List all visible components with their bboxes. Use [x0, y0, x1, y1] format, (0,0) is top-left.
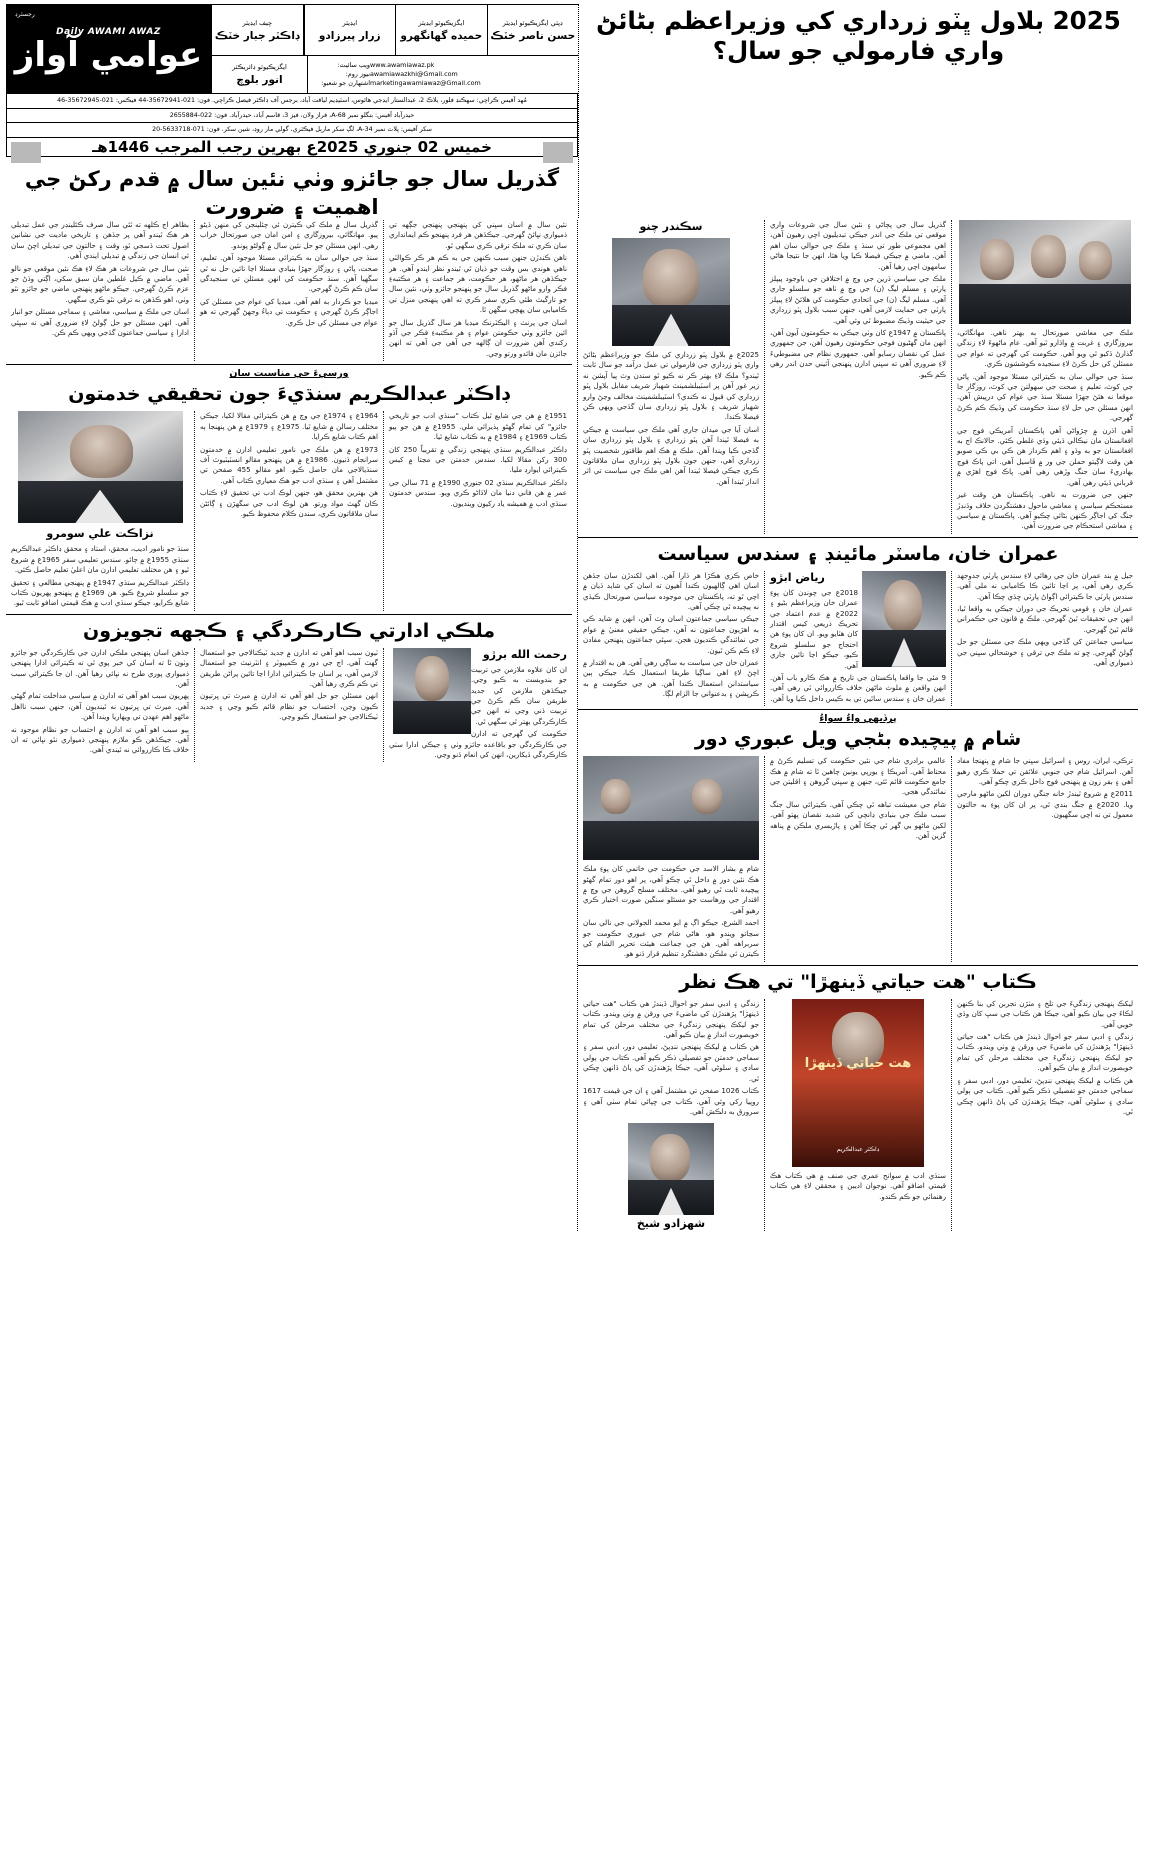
contact-label: اشتهارن جو شعبو:: [321, 79, 370, 87]
contact-row-newsroom: [312, 70, 574, 79]
imran-author-photo: [862, 571, 946, 667]
karim-headline[interactable]: ڊاڪٽر عبدالڪريم سنڌيءَ جون تحقيقي خدمتون: [68, 383, 510, 406]
syria-col1: شام ۾ بشار الاسد جي حڪومت جي خاتمي کان پوءِ ملڪ هڪ نئين دور ۾ داخل ٿي چڪو آهي، پر اهو دور تمام گهڻو پيچيده ثابت ٿي رهيو آهي. مختلف مسلح گروهن جي وچ ۾ اقتدار جي ورهاست جو مسئلو سنگين صورت اختيار ڪري رهيو آهي. احمد الشرع، جيڪو اڳ ۾ ابو محمد الجولاني جي نالي سان سڃاتو ويندو هو، هاڻي شام جي عبوري حڪومت جو سربراهه آهي. هن جي جماعت هيئت تحرير الشام کي ڪيترن ئي ملڪن دهشتگرد تنظيم قرار ڏنو هو.: [583, 864, 759, 959]
executive-director-name: انور بلوچ: [236, 74, 283, 86]
page-body: [6, 220, 1144, 1231]
editor-role: ايگزيڪيوٽو ايڊيٽر: [418, 18, 465, 27]
logo-english-name: Daily AWAMI AWAZ: [56, 26, 161, 37]
newspaper-logo[interactable]: [6, 4, 211, 94]
lead-headline[interactable]: 2025 بلاول ڀٽو زرداري کي وزيراعظم بڻائڻ واري فارمولي جو سال؟: [596, 6, 1121, 65]
editor-cell-chief: [211, 4, 304, 56]
center-divider: [572, 220, 578, 1231]
left-section: [578, 220, 1138, 1231]
editorial-col2: ٽيون سبب اهو آهي ته ادارن ۾ جديد ٽيڪنالاجي جو استعمال گهٽ آهي. اڄ جي دور ۾ ڪمپيوٽر ۽ انٽرنيٽ جو استعمال لازمي آهي، پر اسان جا ڪيترائي ادارا اڃا تائين پراڻن طريقن تي ڪم ڪري رهيا آهن. انهن مسئلن جو حل اهو آهي ته ادارن ۾ ميرٽ تي ڀرتيون ڪيون وڃن، احتساب جو نظام قائم ڪيو وڃي ۽ جديد ٽيڪنالاجي جو استعمال ڪيو وڃي.: [200, 647, 378, 722]
syria-headline[interactable]: شام ۾ پيچيده بڻجي ويل عبوري دور: [694, 728, 1022, 751]
newyear-headline[interactable]: گذريل سال جو جائزو وٺي نئين سال ۾ قدم رکڻ جي اهميت ۽ ضرورت: [24, 166, 560, 219]
address-karachi: مُهد آفيس ڪراچي: سهڪنڊ فلور، بلاڪ 2، عبدالستار ايڊجي هائوس، اسٽيڊيم لياقت آباد، برجس آف ڊاڪٽر فيصل ڪراچي. فون: 021-35672941-44 فيڪس: 021-35672945-46: [6, 94, 578, 109]
imran-col2: 2018ع جي چونڊن کان پوءِ عمران خان وزيراعظم بڻيو ۽ 2022ع ۾ عدم اعتماد جي تحريڪ ذريعي کيس اقتدار کان هٽايو ويو. ان کان پوءِ هن احتجاج جو سلسلو شروع ڪيو، جيڪو اڃا تائين جاري آهي. 9 مئي جا واقعا پاڪستان جي تاريخ ۾ هڪ ڪارو باب آهن. انهن واقعن ۾ ملوث ماڻهن خلاف ڪارروائي ٿي رهي آهي. عمران خان ۽ سندس ساٿين تي به ڪيس داخل ڪيا ويا آهن.: [770, 587, 946, 703]
editor-cell-editor: [304, 4, 396, 56]
book-cover-subtitle: ڊاڪٽر عبدالڪريم: [836, 1146, 880, 1154]
book-cover-title: هت حياتي ڏينهڙا: [804, 1055, 912, 1071]
divider-rule-2: [6, 614, 572, 615]
lead-group-photo: [959, 220, 1131, 324]
divider-rule-5: [578, 965, 1138, 966]
divider-rule: [6, 364, 572, 365]
contact-value[interactable]: www.awamiawaz.pk: [370, 61, 435, 69]
karim-col3: 1951ع ۾ هن جي شايع ٿيل ڪتاب "سنڌي ادب جو تاريخي جائزو" کي تمام گهڻو پذيرائي ملي. 1955ع ۾ هن جو ٻيو ڪتاب 1969ع ۽ 1984ع ۾ به ڪتاب شايع ٿيا. ڊاڪٽر عبدالڪريم سنڌي پنهنجي زندگي ۾ تقريباً 250 کان 300 رکن مقالا لکيا. سندس خدمتن جي مڃتا ۾ کيس ڪيترائي ايوارڊ مليا. ڊاڪٽر عبدالڪريم سنڌي 02 جنوري 1990ع ۾ 71 سالن جي عمر ۾ هن فاني دنيا مان لاڏاڻو ڪري ويو. سندس خدمتون سنڌي ادب ۾ هميشه ياد رکيون وينديون.: [389, 411, 567, 508]
newyear-headline-wrap: [6, 165, 578, 221]
karim-article: [6, 368, 572, 610]
syria-col2: عالمي برادري شام جي نئين حڪومت کي تسليم ڪرڻ ۾ محتاط آهي. آمريڪا ۽ يورپي يونين چاهين ٿا ته شام ۾ هڪ جامع حڪومت قائم ٿئي، جنهن ۾ سڀني گروهن ۽ اقليتن جي نمائندگي هجي. شام جي معيشت تباهه ٿي چڪي آهي. ڪيترائي سال جنگ سبب ملڪ جي بنيادي ڍانچي کي شديد نقصان پهتو آهي. لکين ماڻهو بي گهر ٿي چڪا آهن ۽ پاڙيسري ملڪن ۾ پناهه گزين آهن.: [770, 756, 946, 841]
editor-role: چيف ايڊيٽر: [242, 18, 273, 27]
imran-headline[interactable]: عمران خان، ماسٽر مائينڊ ۽ سندس سياست: [657, 542, 1059, 565]
contact-value[interactable]: marketingawamiawaz@Gmail.com: [370, 79, 481, 87]
book-body: [578, 999, 1138, 1231]
editor-role: ڊپٽي ايگزيڪيوٽو ايڊيٽر: [502, 18, 563, 27]
book-headline[interactable]: ڪتاب "هت حياتي ڏينهڙا" تي هڪ نظر: [679, 970, 1037, 993]
syria-news-photo: [583, 756, 759, 860]
karim-col1: سنڌ جو نامور اديب، محقق، استاد ۽ محقق ڊاڪٽر عبدالڪريم سنڌي 1955ع ۾ ڄائو. سندس تعليمي سفر 1965ع ۾ شروع ٿيو ۽ هن مختلف تعليمي ادارن مان اعليٰ تعليم حاصل ڪئي. ڊاڪٽر عبدالڪريم سنڌي 1947ع ۾ پنهنجي مطالعي ۽ تحقيق جو سلسلو شروع ڪيو. هن 1969ع ۾ پنهنجو پهريون ڪتاب شايع ڪرايو، جيڪو سنڌي ادب ۾ هڪ قيمتي اضافو ثابت ٿيو.: [11, 544, 190, 608]
date-bar-swatch-right: [543, 142, 573, 163]
contact-block: [307, 56, 578, 94]
book-col2: سنڌي ادب ۾ سوانح عمري جي صنف ۾ هي ڪتاب هڪ قيمتي اضافو آهي. نوجوان اديبن ۽ محققن لاءِ هي ڪتاب رهنمائي جو ڪم ڪندو.: [770, 1170, 946, 1201]
editorial-headline[interactable]: ملڪي ادارتي ڪارڪردگي ۽ ڪجهه تجويزون: [82, 619, 495, 642]
syria-col3: ترڪي، ايران، روس ۽ اسرائيل سڀني جا شام ۾ پنهنجا مفاد آهن. اسرائيل شام جي جنوبي علائقن تي حملا ڪري رهيو آهي ۽ بفر زون ۾ پنهنجي فوج داخل ڪري چڪو آهي. 2011ع ۾ شروع ٿيندڙ خانه جنگي دوران لکين ماڻهو مارجي ويا. 2020ع ۾ جنگ بندي ٿي، پر ان کان پوءِ به حالتون معمول تي نه اچي سگهيون.: [957, 756, 1134, 820]
publication-date: خميس 02 جنوري 2025ع بهرين رجب المرجب 1446هـ: [92, 137, 492, 156]
divider-rule-3: [578, 537, 1138, 538]
address-sukkur: سکر آفيس: پلاٽ نمبر 34-A، لڳ سکر مارٻل فيڪٽري، گولي مار روڊ، شين سکر. فون: 071-5633718-20: [6, 123, 578, 138]
editor-name: حسن ناصر خٽڪ: [490, 29, 576, 42]
imran-col3: جيل ۾ بند عمران خان جي رهائي لاءِ سندس پارٽي جدوجهد ڪري رهي آهي، پر اڃا تائين ڪا ڪاميابي نه ملي آهي. سندس پارٽي جا ڪيترائي اڳواڻ پارٽي ڇڏي چڪا آهن. عمران خان ۽ قومي تحريڪ جي دوران جيڪي به واقعا ٿيا، انهن جي تحقيقات ٿيڻ گهرجي. ملڪ ۾ قانون جي حڪمراني قائم ٿيڻ گهرجي. سياسي جماعتن کي گڏجي ويهي ملڪ جي مسئلن جو حل ڳولڻ گهرجي. ڇو ته ملڪ جي ترقي ۽ خوشحالي سڀني جي ذميواري آهي.: [957, 570, 1133, 667]
imran-col1: خاص ڪري هڪڙا هر ڌارا آهن. اهي لکندڙن سان جڏهن اسان اهي ڳالهيون ڪندا آهيون ته اسان کي شايد ڌيان ۾ اچي ٿو ته، پاڪستان جي موجوده سياسي صورتحال ڪيڏي نه پيچيده ٿي چڪي آهي. جيڪي سياسي جماعتون اسان وٽ آهن، انهن ۾ شايد ڪي به اهڙيون جماعتون نه آهن، جيڪي حقيقي معنيٰ ۾ عوام جي نمائندگي ڪنديون هجن. سڀئي جماعتون پنهنجن مفادن لاءِ ڪم ڪن ٿيون. عمران خان جي سياست به ساڳي رهي آهي. هن به اقتدار ۾ اچڻ لاءِ اهي ساڳيا طريقا استعمال ڪيا، جيڪي ٻين سياستدانن استعمال ڪندا آهن. هن جي حڪومت ۾ به ڪرپشن ۽ بدعنواني جا الزام لڳا.: [583, 570, 759, 699]
editorial-article: [6, 618, 572, 763]
lead-article-body: [578, 220, 1138, 534]
contact-value[interactable]: awamiawazkhi@Gmail.com: [370, 70, 458, 78]
right-section: [6, 220, 572, 1231]
book-cover-image: [792, 999, 924, 1167]
karim-portrait-photo: [18, 411, 183, 523]
editor-name: زرار پيرزادو: [318, 29, 381, 42]
editorial-author: رحمت الله برڙو: [482, 647, 567, 661]
newyear-col1: بظاهر اڄ ڪلهه ته ٿئي سال صرف ڪئلينڊر جي عمل تبديلي هر هڪ ٿيندو آهي پر جڏهن ۽ تاريخي ماديت جي نشانين اصول تحت ڏسجي ٿو، وقت ۽ حالتون جي تبديلي اچڻ سان ئي انسان جي زندگي ۾ تبديلي ايندي آهي. نئين سال جي شروعات هر هڪ لاءِ هڪ نئين موقعي جو نالو آهي. ماضي ۾ ڪيل غلطين مان سبق سکي، اڳتي وڌڻ جو عزم ڪرڻ گهرجي. جيڪو ماڻهو پنهنجي ماضي جو جائزو نٿو وٺي، اهو ڪڏهن به ترقي نٿو ڪري سگهي. اسان جي ملڪ ۾ سياسي، معاشي ۽ سماجي مسئلن جو انبار آهي. انهن مسئلن جو حل ڳولڻ لاءِ ضروري آهي ته سڀئي ادارا ۽ سياسي جماعتون گڏجي ويهي ڪم ڪن.: [11, 220, 189, 338]
page-header: [6, 4, 1144, 218]
imran-article: [578, 541, 1138, 706]
editor-cell-deputy: [487, 4, 579, 56]
logo-sindhi-name: عوامي آواز: [14, 34, 203, 75]
executive-director-role: ايگزيڪيوٽو ڊائريڪٽر: [232, 63, 287, 71]
book-col3: ليکڪ پنهنجي زندگيءَ جي تلخ ۽ مٺڙن تجربن کي بنا ڪنهن لڪاءَ جي بيان ڪيو آهي، جيڪا هن ڪتاب جي سڀ کان وڏي خوبي آهي. زندگي ۽ ادبي سفر جو احوال ڏيندڙ هي ڪتاب "هت حياتي ڏينهڙا" پڙهندڙن کي ماضيءَ جي ورقن ۾ وٺي ويندو. ڪتاب جو ليکڪ پنهنجي زندگيءَ جي مختلف مرحلن کي تمام خوبصورت انداز ۾ بيان ڪيو آهي. هن ڪتاب ۾ ليکڪ پنهنجي ننڍپڻ، تعليمي دور، ادبي سفر ۽ سماجي خدمتن جو تفصيلي ذڪر ڪيو آهي. ڪتاب جي ٻولي سادي ۽ سلوڻي آهي، جيڪا پڙهندڙن کي پاڻ ڏانهن ڇڪي ٿي.: [957, 998, 1133, 1116]
logo-registered-mark: رجسٽرڊ: [15, 11, 35, 18]
syria-article: [578, 713, 1138, 962]
contact-row-website: [312, 61, 574, 70]
date-bar-swatch-left: [11, 142, 41, 163]
karim-author: نزاڪت علي سومرو: [46, 527, 154, 541]
address-hyderabad: حيدرآباد آفيس: بنگلو نمبر 68-A، فراز ولان، فيز 3، قاسم آباد، حيدرآباد. فون: 022-2655884: [6, 109, 578, 124]
lead-author: سڪندر چنو: [639, 220, 703, 233]
imran-author: رياض ابڙو: [770, 570, 825, 584]
newyear-col2: گذريل سال ۾ ملڪ کي ڪيترن ئي چئلينجن کي منهن ڏيڻو پيو. مهانگائي، بيروزگاري ۽ امن امان جي صورتحال خراب رهي. انهن مسئلن جو حل نئين سال ۾ ڳولڻو پوندو. سنڌ جي حوالي سان به ڪيترائي مسئلا موجود آهن. تعليم، صحت، پاڻي ۽ روزگار جهڙا بنيادي مسئلا اڃا تائين حل نه ٿي سگهيا آهن. سنڌ حڪومت کي انهن مسئلن تي سنجيدگي سان ڪم ڪرڻ گهرجي. ميڊيا جو ڪردار به اهم آهي. ميڊيا کي عوام جي مسئلن کي اجاڳر ڪرڻ گهرجي ۽ حڪومت تي دٻاءُ وجهڻ گهرجي ته هو عوام جي مسئلن کي حل ڪري.: [200, 220, 378, 327]
editorial-author-photo: [393, 648, 471, 734]
syria-body: [578, 756, 1138, 962]
book-author: شهزادو شيخ: [636, 1217, 706, 1231]
karim-col2: 1964ع ۽ 1974ع جي وچ ۾ هن ڪيترائي مقالا لکيا، جيڪي مختلف رسالن ۾ شايع ٿيا. 1975ع ۽ 1979ع ۾ هن پنهنجا ٻه اهم ڪتاب شايع ڪرايا. 1973ع ۾ هن ملڪ جي نامور تعليمي ادارن ۾ خدمتون سرانجام ڏنيون. 1986ع ۾ هن پنهنجو مقالو انسٽيٽيوٽ آف سنڌيالاجي مان حاصل ڪيو. اهو مقالو 455 صفحن تي مشتمل آهي ۽ سنڌي ادب جو هڪ معياري ڪتاب آهي. هن بهترين محقق هو، جنهن لوڪ ادب تي تحقيق لاءِ ڪتاب ڪان گهٽ مواد ورتو. هن لوڪ ادب جي سگهڙن ۽ ڳائڻن سان ملاقاتون ڪري، سندن ڪلام محفوظ ڪيو.: [200, 411, 379, 518]
editor-name: ڊاڪٽر جبار خٽڪ: [214, 29, 300, 42]
lead-portrait-photo: [612, 238, 730, 346]
editorial-body: [6, 648, 572, 763]
karim-body: [6, 411, 572, 610]
book-author-photo: [628, 1123, 714, 1215]
editorial-col1: جڏهن اسان پنهنجي ملڪي ادارن جي ڪارڪردگي جو جائزو وٺون ٿا ته اسان کي خبر پوي ٿي ته ڪيترائي ادارا پنهنجي ذميواري پوري طرح نه نڀائي رهيا آهن. ان جا ڪيترائي سبب آهن. پهريون سبب اهو آهي ته ادارن ۾ سياسي مداخلت تمام گهڻي آهي. ميرٽ تي ڀرتيون نه ٿينديون آهن، جنهن سبب نااهل ماڻهو اهم عهدن تي ويهاريا ويندا آهن. ٻيو سبب اهو آهي ته ادارن ۾ احتساب جو نظام موجود نه آهي. جيڪڏهن ڪو ملازم پنهنجي ذميواري نٿو نڀائي ته ان خلاف ڪا ڪارروائي نه ٿيندي آهي.: [11, 647, 189, 755]
lead-headline-column: [578, 4, 1144, 218]
newyear-article-body: [6, 220, 572, 361]
newyear-col3: نئين سال ۾ اسان سڀني کي پنهنجي پنهنجي جڳهه تي ذميواري نڀائڻ گهرجي. جيڪڏهن هر فرد پنهنجو ڪم ايمانداري سان ڪري ته ملڪ ترقي ڪري سگهي ٿو. ناهن ڪندڙن جنهن سبب ڪنهن جي به ڪم هر ڪر ڪوالٽي ناهي هوندي بس وقت جو ذيان ٿي ٿيندو نظر ايندو آهي. هر جيڪڏهن هر ماڻهو، هر حڪومت، هر جماعت ۽ هر مڪتبهءِ فڪر وارو ماڻهو گذريل سال جو پنهنجو جائزو وٺي، نئين سال جو تارگيٽ طئي ڪري سفر ڪري ته اهي پنهنجي منزل تي ڪاميابي سان پهچي سگهن ٿا. اسان جي پرنٽ ۽ اليڪٽرنڪ ميڊيا هر سال گذريل سال جو ائين جائزو وٺي حڪومتن عوام ۽ هر مڪتبهءِ فڪر جي آڏو رکندي آهن ضرورت ان ڳالهه جي آهي جي آهي ته انهن جائزن مان فائدو ورتو وڃي.: [389, 220, 567, 358]
editor-cell-executive: [395, 4, 487, 56]
syria-kicker: پرڏيهي واءُ سواءُ: [819, 713, 897, 725]
imran-body: [578, 571, 1138, 706]
masthead: [6, 4, 578, 218]
editorial-col3: ان کان علاوه ملازمن جي تربيت جو بندوبست به ڪيو وڃي. جيڪڏهن ملازمن کي جديد طريقن سان ڪم ڪرڻ جي تربيت ڏني وڃي ته انهن جي ڪارڪردگي بهتر ٿي سگهي ٿي. حڪومت کي گهرجي ته ادارن جي ڪارڪردگي جو باقاعده جائزو وٺي ۽ جيڪي ادارا سٺي ڪارڪردگي ڏيکارين، انهن کي انعام ڏنو وڃي.: [389, 664, 567, 759]
editor-name: حميده گهانگهرو: [400, 29, 483, 42]
contact-label: نيوز روم:: [345, 70, 370, 78]
executive-director-cell: [211, 56, 307, 94]
book-col1: زندگي ۽ ادبي سفر جو احوال ڏيندڙ هي ڪتاب "هت حياتي ڏينهڙا" پڙهندڙن کي ماضيءَ جي ورقن ۾ وٺي ويندو. ڪتاب جو ليکڪ پنهنجي زندگيءَ جي مختلف مرحلن کي تمام خوبصورت انداز ۾ بيان ڪيو آهي. هن ڪتاب ۾ ليکڪ پنهنجي ننڍپڻ، تعليمي دور، ادبي سفر ۽ سماجي خدمتن جو تفصيلي ذڪر ڪيو آهي. ڪتاب جي ٻولي سادي ۽ سلوڻي آهي، جيڪا پڙهندڙن کي پاڻ ڏانهن ڇڪي ٿي. ڪتاب 1026 صفحن تي مشتمل آهي ۽ ان جي قيمت 1617 روپيا رکي وئي آهي. ڪتاب جي ڇپائي تمام سٺي آهي ۽ سرورق به دلڪش آهي.: [583, 998, 759, 1116]
karim-kicker: ورسيءَ جي مناسبت سان: [229, 368, 349, 380]
editor-role: ايڊيٽر: [342, 18, 358, 27]
date-bar: [6, 138, 578, 157]
book-article: [578, 969, 1138, 1231]
lead-col3: ملڪ جي معاشي صورتحال به بهتر ناهي. مهانگائي، بيروزگاري ۽ غربت ۾ واڌارو ٿيو آهي. عام ماڻهوءَ لاءِ زندگي گذارڻ ڏکيو ٿي ويو آهي. حڪومت کي گهرجي ته عوام جي مسئلن کي حل ڪرڻ لاءِ سنجيده ڪوششون ڪري. سنڌ جي حوالي سان به ڪيترائي مسئلا موجود آهن. پاڻي جي کوٽ، تعليم ۽ صحت جي سهولتن جي کوٽ، روزگار جا موقعا نه هئڻ جهڙا مسئلا سنڌ جي عوام کي درپيش آهن. انهن مسئلن جي حل لاءِ سنڌ حڪومت کي وڌيڪ ڪم ڪرڻ گهرجي. آهي اڌرن ۾ چڙواڻي آهي پاڪستان آمريڪي فوج جي افغانستان مان نيڪالي ڏيئي وڏي غلطي ڪئي. حالانڪ اڄ به افغانستان جو به وڏو ۽ اهم ڪردار هن ڪي بي ڪي صوبو هن وقت لاڳيتو حملن جي ور ۾ ڦاسيل آهي. اتي پاڪ فوج بهادريءَ سان جنگ وڙهي رهي آهي. پاڪ فوج اهڙي ۾ قرباني ڏيئي رهي آهي. جنهن جي ضرورت به ناهي. پاڪستان هن وقت غير مستحڪم سياسي ۽ معاشي ماحول دهشتگردن خلاف وڏنڊڙ جنگ کي اجاڳر ڪنهن بڻائي چڪيو آهي. پاڪستان ۾ سياسي ۽ معاشي استحڪام جي ضرورت آهي.: [957, 328, 1133, 531]
divider-rule-4: [578, 709, 1138, 710]
contact-row-marketing: [312, 79, 574, 88]
lead-col1: 2025ع ۾ بلاول ڀٽو زرداري کي ملڪ جو وزيراعظم بڻائڻ واري پٽو زرداري جي فارمولي تي عمل درآمد جو سال ثابت ٿيندو؟ ملڪ لاءِ بهتر ڪر نه ڪيو ٿو سندن وٽ پيا آپشن نه زير غور آهن پر اسٽيبلشمينٽ شهباز شريف مقابل بلاول ڀٽو زرداري کي قبول نه ڪندي؟ اسٽيبلشمينٽ مخالف وڃڻ وارو شهباز شريف ۽ بلاول ڀٽو زرداري سان گڏجي ويهي ڪن فيصلا ڪندا. اسان آيا جي ميدان جاري آهي ملڪ جي سياست ۾ جيڪي به فيصلا ٿيندا آهن پٽو زرداري ۽ بلاول ڀٽو زرداري سان گڏجي ڪيا ويندا آهن. ملڪ ۾ هڪ اهم طاقتور شخصيت پٽو زرداري آهي، جنهن جون بلاول ڀٽو زرداري سان ملاقاتون ڪري جيڪي فيصلا ٿيندا آهن اهي ملڪ جي سياست تي اثر انداز ٿيندا آهن.: [583, 350, 759, 486]
contact-label: ويب سائيٽ:: [337, 61, 370, 69]
lead-col2: گذريل سال جي پڄاڻي ۽ نئين سال جي شروعات واري موقعي تي ملڪ جي اندر جيڪي تبديليون اچي رهيون آهن، اهي مجموعي طور تي سنڌ ۽ ملڪ جي حوالي سان اهم آهن. ماضي ۾ جيڪي فيصلا ڪيا ويا هئا، انهن جا نتيجا هاڻي سامهون اچي رهيا آهن. ملڪ جي سياسي ڌرين جي وچ ۾ اختلافن جي باوجود پيپلز پارٽي ۽ مسلم ليگ (ن) جي وچ ۾ ٺاهه جو سلسلو جاري آهي. مسلم ليگ (ن) جي اتحادي حڪومت کي هلائڻ لاءِ پيپلز پارٽي جي حمايت لازمي آهي، جنهن سبب بلاول ڀٽو زرداري جي حيثيت وڌيڪ مضبوط ٿي وئي آهي. پاڪستان ۾ 1947ع کان وٺي جيڪي به حڪومتون آيون آهن، انهن مان گهڻيون فوجي حڪومتون رهيون آهن، جن جمهوري عمل کي نقصان رسايو آهي. جمهوري نظام جي مضبوطيءَ لاءِ ضروري آهي ته سڀني ادارن پنهنجي آئيني حدن اندر رهي ڪم ڪيو.: [770, 220, 946, 379]
